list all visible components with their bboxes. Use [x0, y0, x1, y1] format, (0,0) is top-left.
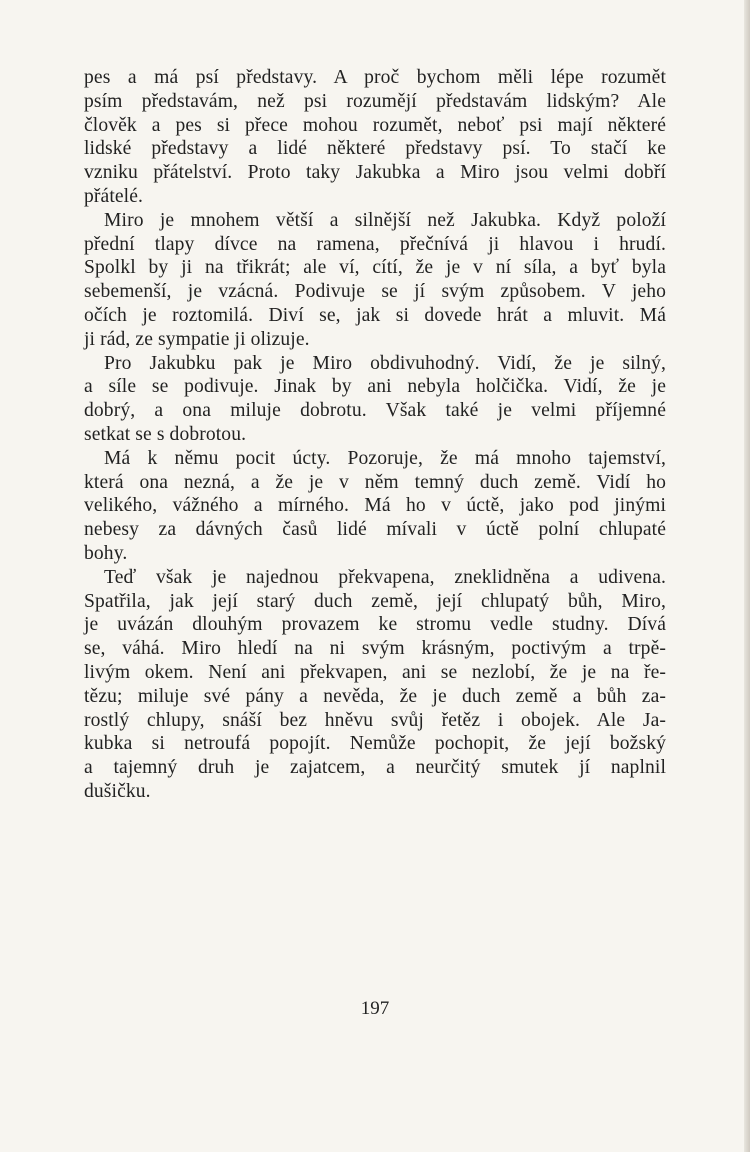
text-line: se, váhá. Miro hledí na ni svým krásným, poctivým a trpě-: [84, 638, 666, 660]
text-line: velikého, vážného a mírného. Má ho v úctě, jako pod jinými: [84, 495, 666, 517]
paragraph-first-line: Teď však je najednou překvapena, zneklidněna a udivena.: [104, 566, 666, 588]
text-line: dobrý, a ona miluje dobrotu. Však také je velmi příjemné: [84, 400, 666, 422]
text-line: a síle se podivuje. Jinak by ani nebyla holčička. Vidí, že je: [84, 376, 666, 398]
paragraph-first-line: Má k němu pocit úcty. Pozoruje, že má mnoho tajemství,: [104, 447, 666, 469]
text-line: setkat se s dobrotou.: [84, 423, 247, 445]
text-line: lidské představy a lidé některé představy psí. To stačí ke: [84, 138, 666, 160]
text-line: Spolkl by ji na třikrát; ale ví, cítí, že je v ní síla, a byť byla: [84, 257, 666, 279]
text-line: kubka si netroufá popojít. Nemůže pochopit, že její božský: [84, 733, 666, 755]
paragraph-first-line: Pro Jakubku pak je Miro obdivuhodný. Vidí, že je silný,: [104, 352, 666, 374]
text-line: vzniku přátelství. Proto taky Jakubka a Miro jsou velmi dobří: [84, 162, 666, 184]
text-line: bohy.: [84, 542, 128, 564]
text-line: pes a má psí představy. A proč bychom měli lépe rozumět: [84, 67, 666, 88]
text-line: psím představám, než psi rozumějí představám lidským? Ale: [84, 90, 666, 112]
text-line: očích je roztomilá. Diví se, jak si dovede hrát a mluvit. Má: [84, 304, 666, 326]
body-text: [84, 66, 666, 804]
paragraph-first-line: Miro je mnohem větší a silnější než Jakubka. Když položí: [104, 209, 666, 231]
text-line: přátelé.: [84, 185, 143, 207]
text-line: tězu; miluje své pány a nevěda, že je duch země a bůh za-: [84, 685, 666, 707]
text-line: která ona nezná, a že je v něm temný duch země. Vidí ho: [84, 471, 666, 493]
text-line: ji rád, ze sympatie ji olizuje.: [84, 328, 310, 350]
text-line: dušičku.: [84, 780, 151, 802]
text-line: nebesy za dávných časů lidé mívali v úctě polní chlupaté: [84, 519, 666, 541]
text-line: a tajemný druh je zajatcem, a neurčitý smutek jí naplnil: [84, 757, 666, 779]
text-line: sebemenší, je vzácná. Podivuje se jí svým způsobem. V jeho: [84, 281, 666, 303]
text-line: je uvázán dlouhým provazem ke stromu vedle studny. Dívá: [84, 614, 666, 636]
page-edge-shadow: [744, 0, 750, 1152]
page-number: 197: [360, 998, 390, 1019]
text-line: livým okem. Není ani překvapen, ani se nezlobí, že je na ře-: [84, 661, 666, 683]
text-line: Spatřila, jak její starý duch země, její chlupatý bůh, Miro,: [84, 590, 666, 612]
text-line: přední tlapy dívce na ramena, přečnívá ji hlavou i hrudí.: [84, 233, 666, 255]
text-line: člověk a pes si přece mohou rozumět, neboť psi mají některé: [84, 114, 666, 136]
text-line: rostlý chlupy, snáší bez hněvu svůj řetěz i obojek. Ale Ja-: [84, 709, 666, 731]
